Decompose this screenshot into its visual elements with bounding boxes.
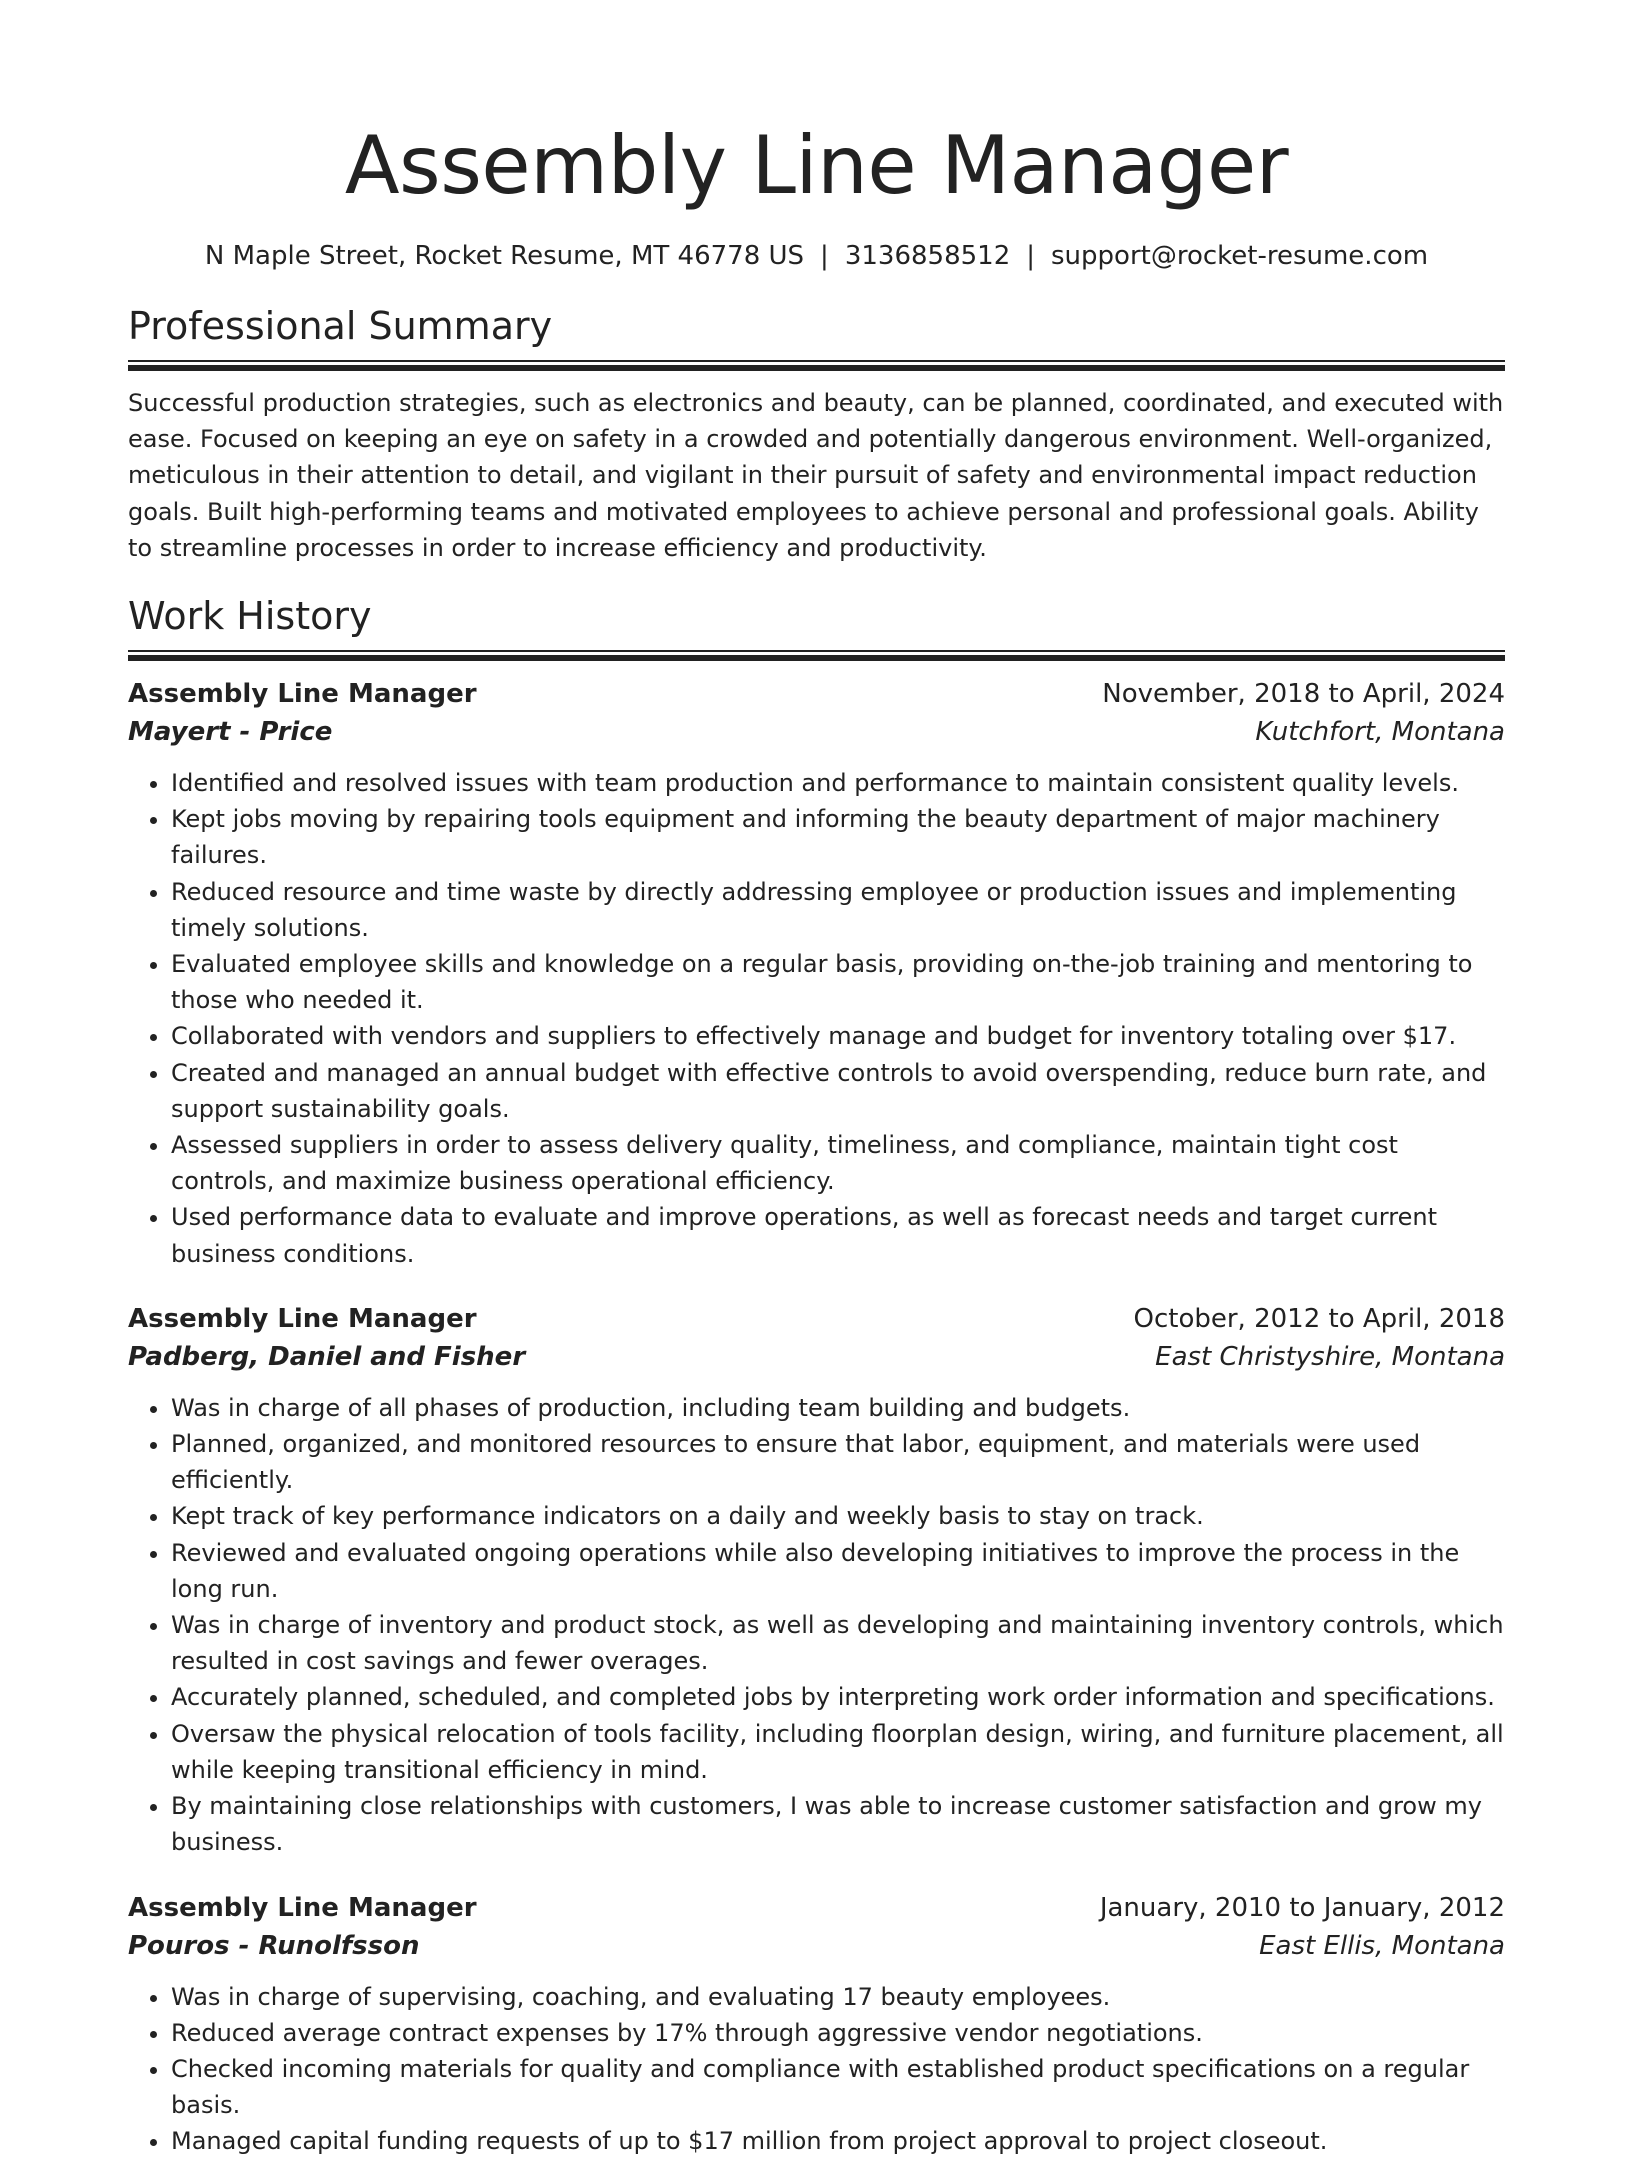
job-bullet: • Collaborated with vendors and suppliers to effectively manage and budget for inventory totaling over $17.	[171, 1018, 1505, 1054]
section-title-work-history: Work History	[128, 594, 372, 639]
company-name: Pouros - Runolfsson	[128, 1930, 420, 1961]
job-company-row	[128, 1338, 1505, 1376]
job-bullet: • Reviewed and evaluated ongoing operations while also developing initiatives to improve the process in the long run.	[171, 1535, 1505, 1607]
candidate-name: Assembly Line Manager	[344, 119, 1289, 212]
job-bullet: • Checked incoming materials for quality and compliance with established product specifications on a regular basis.	[171, 2051, 1505, 2123]
job-bullet: • Was in charge of inventory and product stock, as well as developing and maintaining inventory controls, which resulted in cost savings and fewer overages.	[171, 1607, 1505, 1679]
job-bullets	[128, 1979, 1505, 2160]
job-bullet: • Accurately planned, scheduled, and completed jobs by interpreting work order information and specifications.	[171, 1679, 1505, 1715]
contact-address: N Maple Street, Rocket Resume, MT 46778 US	[204, 241, 805, 271]
job-bullet: • Kept track of key performance indicators on a daily and weekly basis to stay on track.	[171, 1498, 1505, 1534]
job-bullet: • Was in charge of supervising, coaching, and evaluating 17 beauty employees.	[171, 1979, 1505, 2015]
work-history-section	[128, 592, 1505, 2160]
job-bullet: • Was in charge of all phases of production, including team building and budgets.	[171, 1390, 1505, 1426]
job-bullet: • By maintaining close relationships with customers, I was able to increase customer satisfaction and grow my business.	[171, 1788, 1505, 1860]
job-title: Assembly Line Manager	[128, 679, 477, 710]
company-name: Padberg, Daniel and Fisher	[128, 1341, 526, 1372]
job-dates: November, 2018 to April, 2024	[1102, 679, 1505, 710]
job-title: Assembly Line Manager	[128, 1303, 477, 1334]
job-bullet: • Oversaw the physical relocation of tools facility, including floorplan design, wiring, and furniture placement, all while keeping transitional efficiency in mind.	[171, 1716, 1505, 1788]
job-title: Assembly Line Manager	[128, 1892, 477, 1923]
job-location: East Christyshire, Montana	[1155, 1341, 1505, 1372]
job-bullets	[128, 765, 1505, 1272]
job-location: Kutchfort, Montana	[1255, 717, 1505, 748]
job-entry	[128, 1300, 1505, 1861]
job-dates: January, 2010 to January, 2012	[1099, 1892, 1505, 1923]
contact-email[interactable]: support@rocket-resume.com	[1051, 241, 1429, 271]
company-name: Mayert - Price	[128, 717, 333, 748]
job-header-row	[128, 1889, 1505, 1927]
job-bullet: • Evaluated employee skills and knowledge on a regular basis, providing on-the-job training and mentoring to those who needed it.	[171, 946, 1505, 1018]
job-bullet: • Used performance data to evaluate and improve operations, as well as forecast needs and target current business conditions.	[171, 1199, 1505, 1271]
section-divider	[128, 360, 1505, 371]
contact-phone: 3136858512	[844, 241, 1011, 271]
contact-separator: |	[820, 241, 829, 271]
job-entry	[128, 675, 1505, 1272]
job-dates: October, 2012 to April, 2018	[1133, 1303, 1505, 1334]
job-bullet: • Created and managed an annual budget with effective controls to avoid overspending, reduce burn rate, and support sustainability goals.	[171, 1055, 1505, 1127]
section-divider	[128, 650, 1505, 661]
job-bullet: • Planned, organized, and monitored resources to ensure that labor, equipment, and materials were used efficiently.	[171, 1426, 1505, 1498]
job-company-row	[128, 713, 1505, 751]
job-bullet: • Reduced average contract expenses by 17% through aggressive vendor negotiations.	[171, 2015, 1505, 2051]
contact-line	[128, 238, 1505, 274]
job-bullet: • Managed capital funding requests of up to $17 million from project approval to project closeout.	[171, 2123, 1505, 2159]
professional-summary-section	[128, 302, 1505, 566]
job-bullets	[128, 1390, 1505, 1861]
job-location: East Ellis, Montana	[1259, 1930, 1505, 1961]
contact-separator: |	[1026, 241, 1035, 271]
job-header-row	[128, 1300, 1505, 1338]
summary-text: Successful production strategies, such as electronics and beauty, can be planned, coordinated, and executed with ease. Focused on keeping an eye on safety in a crowded and potentially dangerous environment. Well-organized, meticulous in their attention to detail, and vigilant in their pursuit of safety and environmental impact reduction goals. Built high-performing teams and motivated employees to achieve personal and professional goals. Ability to streamline processes in order to increase efficiency and productivity.	[128, 389, 1504, 562]
section-title-summary: Professional Summary	[128, 304, 553, 348]
job-entry	[128, 1889, 1505, 2160]
job-header-row	[128, 675, 1505, 713]
job-company-row	[128, 1927, 1505, 1965]
job-bullet: • Identified and resolved issues with team production and performance to maintain consistent quality levels.	[171, 765, 1505, 801]
job-bullet: • Kept jobs moving by repairing tools equipment and informing the beauty department of major machinery failures.	[171, 801, 1505, 873]
job-bullet: • Reduced resource and time waste by directly addressing employee or production issues and implementing timely solutions.	[171, 874, 1505, 946]
job-bullet: • Assessed suppliers in order to assess delivery quality, timeliness, and compliance, maintain tight cost controls, and maximize business operational efficiency.	[171, 1127, 1505, 1199]
